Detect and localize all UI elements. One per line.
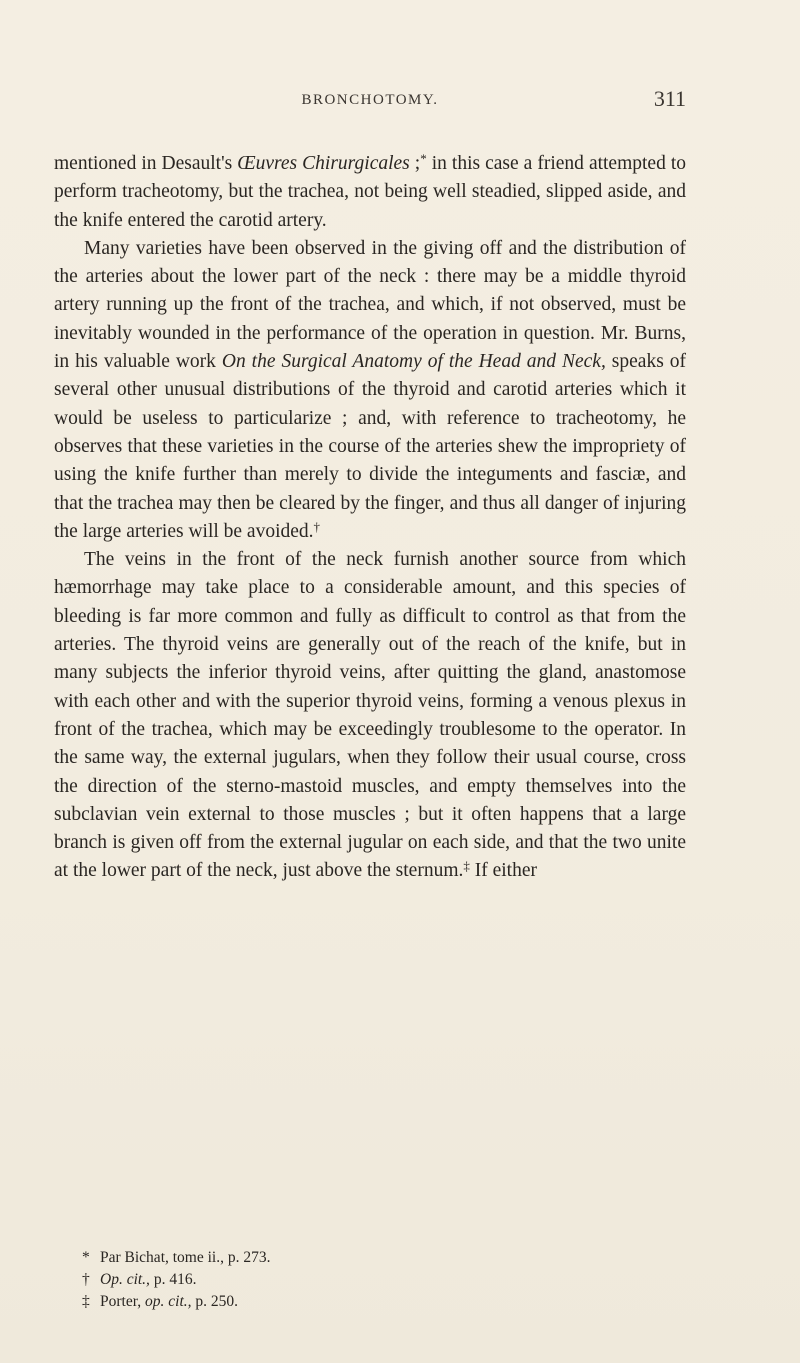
footnote-2 <box>82 1269 682 1291</box>
text-run: speaks of several other unusual distributions of the thyroid and carotid arteries which it would be useless to particularize ; and, with reference to tracheotomy, he observes that these varieties in the course of the arteries shew the impropriety of using the knife further than merely to divide the integuments and fasciæ, and that the trachea may then be cleared by the finger, and thus all danger of injuring the large arteries will be avoided. <box>54 351 686 542</box>
running-title: BRONCHOTOMY. <box>301 92 439 108</box>
footnote-ref-asterisk: * <box>420 151 427 166</box>
text-run: If either <box>469 860 538 882</box>
text-run: The veins in the front of the neck furnish another source from which hæmorrhage may take place to a considerable amount, and this species of bleeding is far more common and fully as difficult to control as that from the arteries. The thyroid veins are generally out of the reach of the knife, but in many subjects the inferior thyroid veins, after quitting the gland, anastomose with each other and with the superior thyroid veins, forming a venous plexus in front of the trachea, which may be exceedingly troublesome to the operator. In the same way, the external jugulars, when they follow their usual course, cross the direction of the sterno-mastoid muscles, and empty themselves into the subclavian vein external to those muscles ; but it often happens that a large branch is given off from the external jugular on each side, and that the two unite at the lower part of the neck, just above the sternum. <box>54 549 686 882</box>
text-run: mentioned in Desault's <box>54 153 238 174</box>
paragraph-2 <box>54 235 686 546</box>
footnote-1 <box>82 1247 682 1269</box>
italic-title-run: On the Surgical Anatomy of the Head and Neck, <box>221 351 606 373</box>
text-run: Many varieties have been observed in the giving off and the distribution of the arteries about the lower part of the neck : there may be a middle thyroid artery running up the front of the trachea, and which, if not observed, must be inevitably wounded in the performance of the operation in question. Mr. Burns, in his valuable work <box>54 237 686 373</box>
footnote-mark: † <box>82 1271 90 1288</box>
running-head <box>54 86 686 116</box>
italic-title-run: Œuvres Chirurgicales <box>237 153 410 174</box>
footnotes <box>82 1247 682 1313</box>
footnote-italic-text: Op. cit., <box>100 1271 150 1288</box>
text-run: ; <box>409 153 421 174</box>
body-text <box>54 150 686 886</box>
page-number: 311 <box>653 86 686 111</box>
footnote-text: Par Bichat, tome ii., p. 273. <box>100 1249 271 1266</box>
footnote-mark: ‡ <box>82 1293 90 1310</box>
footnote-text: p. 416. <box>149 1271 197 1288</box>
footnote-ref-double-dagger: ‡ <box>463 858 470 874</box>
footnote-3 <box>82 1291 682 1313</box>
footnote-italic-text: op. cit., <box>145 1293 192 1310</box>
footnote-ref-dagger: † <box>313 518 321 534</box>
paragraph-3 <box>54 546 686 886</box>
text-run: in this case a friend attempted to perform tracheotomy, but the trachea, not being well steadied, slipped aside, and the knife entered the carotid artery. <box>54 153 687 231</box>
footnote-text: p. 250. <box>191 1293 239 1310</box>
footnote-text: Porter, <box>100 1293 146 1310</box>
paragraph-1 <box>54 150 686 235</box>
footnote-mark: * <box>82 1249 90 1266</box>
